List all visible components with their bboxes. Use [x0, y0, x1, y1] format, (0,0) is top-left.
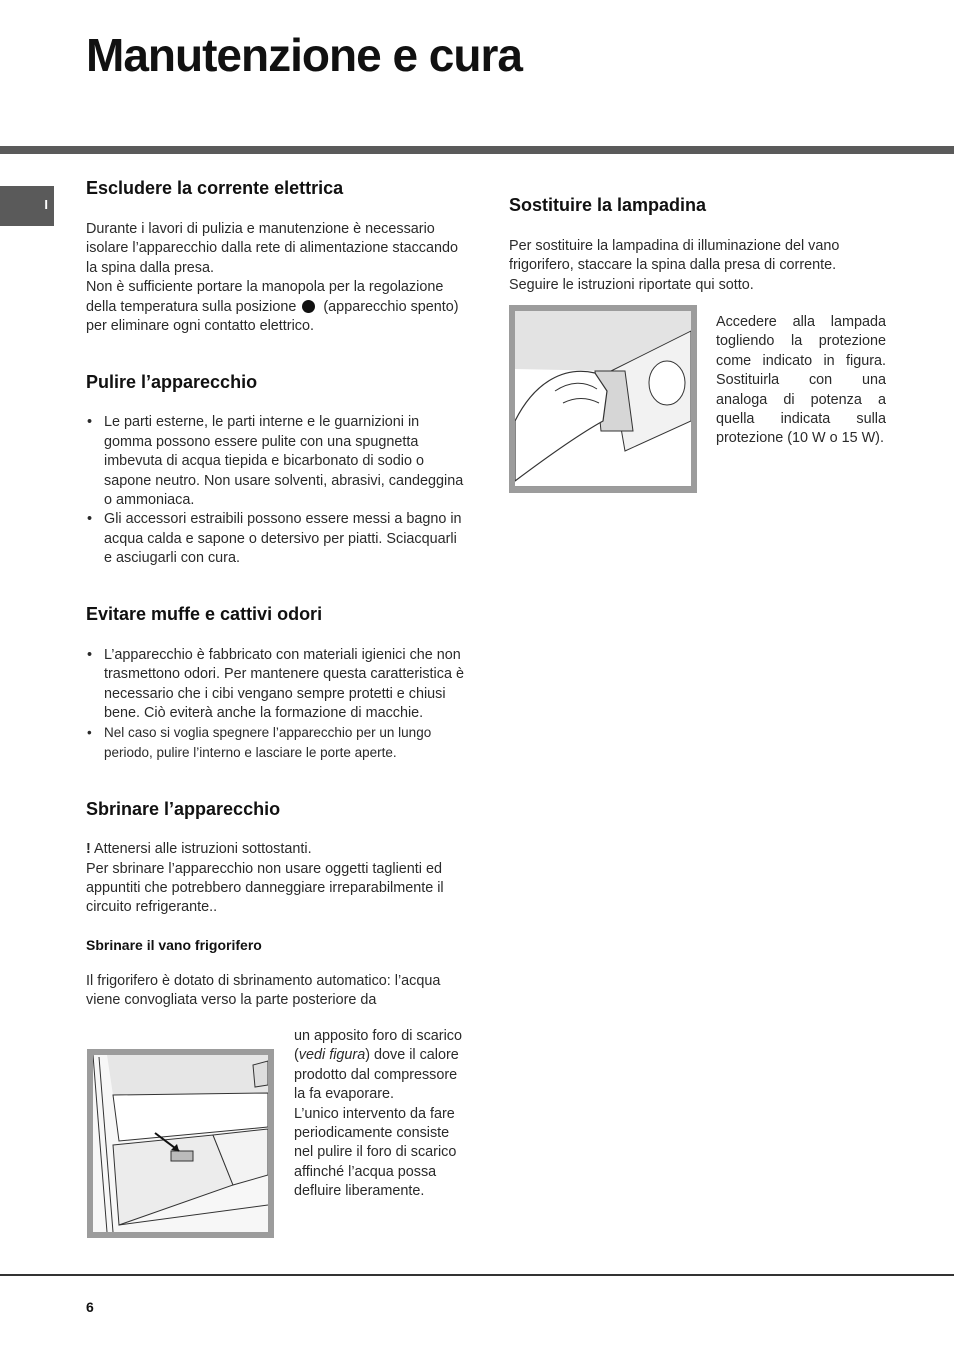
list-item: • Nel caso si voglia spegnere l’apparecchio per un lungo periodo, pulire l’interno e lasciare le porte aperte. [86, 723, 466, 762]
section-heading-mould: Evitare muffe e cattivi odori [86, 603, 323, 624]
page-number: 6 [86, 1299, 94, 1315]
off-position-dot-icon [302, 300, 315, 313]
lamp-cover-illustration [515, 311, 691, 487]
cleaning-list [86, 413, 466, 568]
subheading-fridge-defrost: Sbrinare il vano frigorifero [86, 936, 262, 953]
mould-list [86, 646, 466, 762]
list-item: • L’apparecchio è fabbricato con materiali igienici che non trasmettono odori. Per mantenere questa caratteristica è necessario che i cibi vengano sempre protetti e chiusi bene. Ciò eviterà anche la formazione di macchie. [86, 646, 466, 724]
defrost-paragraph-1: Per sbrinare l’apparecchio non usare oggetti taglienti ed appuntiti che potrebbero danneggiare irreparabilmente il circuito refrigerante.. [86, 860, 444, 916]
bulb-side-text [716, 313, 886, 449]
power-paragraph-1: Durante i lavori di pulizia e manutenzione è necessario isolare l’apparecchio dalla rete di alimentazione staccando la spina dalla presa. [86, 221, 458, 276]
section-heading-power: Escludere la corrente elettrica [86, 178, 344, 198]
left-column [86, 178, 466, 1011]
defrost-warning: ! Attenersi alle istruzioni sottostanti. [86, 841, 312, 858]
defrost-paragraph-4: L’unico intervento da fare periodicamente consiste nel pulire il foro di scarico affinché l’acqua possa defluire liberamente. [294, 1105, 457, 1200]
section-heading-bulb: Sostituire la lampadina [509, 195, 707, 215]
footer-divider [0, 1274, 954, 1276]
section-heading-defrost: Sbrinare l’apparecchio [86, 799, 281, 820]
bulb-replacement-figure [509, 305, 697, 493]
right-column [509, 195, 889, 295]
list-item: • Gli accessori estraibili possono essere messi a bagno in acqua calda e sapone o detersivo per piatti. Sciacquarli e asciugarli con cura. [86, 510, 466, 568]
page-title: Manutenzione e cura [86, 29, 522, 81]
defrost-paragraph-3: un apposito foro di scarico (vedi figura) dove il calore prodotto dal compressore la fa evaporare. [294, 1028, 462, 1103]
language-tab: I [0, 186, 54, 226]
section-heading-cleaning: Pulire l’apparecchio [86, 372, 258, 393]
defrost-paragraph-2: Il frigorifero è dotato di sbrinamento automatico: l’acqua viene convogliata verso la parte posteriore da [86, 972, 441, 1009]
drain-hole-figure [87, 1049, 274, 1238]
fridge-interior-illustration [93, 1055, 268, 1232]
bulb-paragraph-2: Accedere alla lampada togliendo la protezione come indicato in figura. Sostituirla con una analoga di potenza a quella indicata sulla protezione (10 W o 15 W). [716, 314, 886, 447]
power-paragraph-2: Non è sufficiente portare la manopola per la regolazione della temperatura sulla posizione (apparecchio spento) per eliminare ogni contatto elettrico. [86, 279, 459, 335]
header-divider [0, 146, 954, 154]
defrost-side-text [294, 1027, 466, 1202]
bulb-paragraph-1: Per sostituire la lampadina di illuminazione del vano frigorifero, staccare la spina dalla presa di corrente. Seguire le istruzioni riportate qui sotto. [509, 238, 840, 293]
list-item: • Le parti esterne, le parti interne e le guarnizioni in gomma possono essere pulite con una spugnetta imbevuta di acqua tiepida e bicarbonato di sodio o sapone neutro. Non usare solventi, abrasivi, candeggina o ammoniaca. [86, 413, 466, 510]
